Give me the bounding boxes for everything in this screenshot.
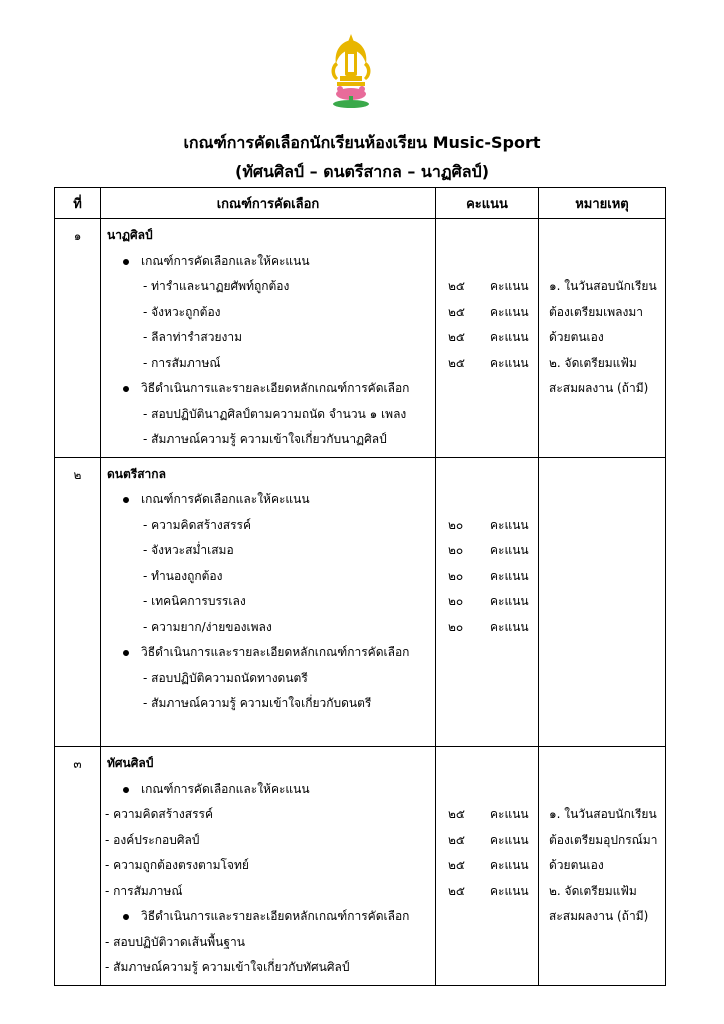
table-row xyxy=(55,747,666,986)
score-cell xyxy=(436,747,539,986)
row-number: ๓ xyxy=(55,747,101,986)
criteria-item: - ท่ารำและนาฏยศัพท์ถูกต้อง xyxy=(143,279,290,293)
score-entry: ๒๕ คะแนน xyxy=(448,304,529,319)
criteria-cell xyxy=(101,219,436,458)
remark-line: ด้วยตนเอง xyxy=(549,330,604,344)
remark-line: ๒. จัดเตรียมแฟ้ม xyxy=(549,883,637,898)
criteria-item: - องค์ประกอบศิลป์ xyxy=(105,832,200,847)
criteria-item: - ลีลาท่ารำสวยงาม xyxy=(143,330,243,344)
detail-item: - สอบปฏิบัติความถนัดทางดนตรี xyxy=(143,670,308,685)
criteria-cell xyxy=(101,747,436,986)
score-entry: ๒๕ คะแนน xyxy=(448,279,529,293)
detail-item: - สอบปฏิบัตินาฏศิลป์ตามความถนัด จำนวน ๑ เพลง xyxy=(143,406,407,421)
score-entry: ๒๕ คะแนน xyxy=(448,807,529,821)
remark-line: สะสมผลงาน (ถ้ามี) xyxy=(549,909,649,923)
criteria-table xyxy=(54,187,666,986)
bullet-item: วิธีดำเนินการและรายละเอียดหลักเกณฑ์การคัดเลือก xyxy=(101,904,435,930)
criteria-item: - ความถูกต้องตรงตามโจทย์ xyxy=(105,858,249,872)
column-header-score: คะแนน xyxy=(436,188,539,219)
remarks-cell xyxy=(539,219,666,458)
school-emblem-logo xyxy=(326,32,376,112)
detail-item: - สอบปฏิบัติวาดเส้นพื้นฐาน xyxy=(105,934,245,949)
criteria-item: - การสัมภาษณ์ xyxy=(143,355,221,370)
criteria-item: - การสัมภาษณ์ xyxy=(105,883,183,898)
score-entry: ๒๐ คะแนน xyxy=(448,568,529,583)
table-row xyxy=(55,219,666,458)
score-entry: ๒๕ คะแนน xyxy=(448,355,529,370)
score-entry: ๒๕ คะแนน xyxy=(448,330,529,344)
criteria-item: - จังหวะสม่ำเสมอ xyxy=(143,543,234,557)
criteria-item: - ความยาก/ง่ายของเพลง xyxy=(143,619,272,634)
score-entry: ๒๐ คะแนน xyxy=(448,594,529,608)
score-entry: ๒๐ คะแนน xyxy=(448,543,529,557)
section-title: ดนตรีสากล xyxy=(107,466,166,481)
document-subtitle: (ทัศนศิลป์ – ดนตรีสากล – นาฏศิลป์) xyxy=(235,162,489,181)
table-header-row xyxy=(55,188,666,219)
remark-line: ต้องเตรียมเพลงมา xyxy=(549,304,644,319)
remark-line: ด้วยตนเอง xyxy=(549,858,604,872)
remark-line: สะสมผลงาน (ถ้ามี) xyxy=(549,381,649,395)
detail-item: - สัมภาษณ์ความรู้ ความเข้าใจเกี่ยวกับดนตรี xyxy=(143,696,372,710)
section-title: นาฏศิลป์ xyxy=(107,228,153,242)
column-header-number: ที่ xyxy=(55,188,101,219)
remarks-cell xyxy=(539,747,666,986)
bullet-item: วิธีดำเนินการและรายละเอียดหลักเกณฑ์การคัดเลือก xyxy=(101,376,435,402)
criteria-item: - เทคนิคการบรรเลง xyxy=(143,594,246,608)
criteria-item: - จังหวะถูกต้อง xyxy=(143,304,221,319)
row-number: ๑ xyxy=(55,219,101,458)
bullet-item: เกณฑ์การคัดเลือกและให้คะแนน xyxy=(101,249,435,275)
bullet-item: เกณฑ์การคัดเลือกและให้คะแนน xyxy=(101,487,435,513)
remarks-cell xyxy=(539,457,666,747)
criteria-cell xyxy=(101,457,436,747)
section-title: ทัศนศิลป์ xyxy=(107,756,154,770)
remark-line: ๒. จัดเตรียมแฟ้ม xyxy=(549,355,637,370)
column-header-remarks: หมายเหตุ xyxy=(539,188,666,219)
criteria-item: - ทำนองถูกต้อง xyxy=(143,568,223,583)
score-entry: ๒๕ คะแนน xyxy=(448,832,529,847)
remark-line: ๑. ในวันสอบนักเรียน xyxy=(549,807,657,821)
detail-item: - สัมภาษณ์ความรู้ ความเข้าใจเกี่ยวกับทัศนศิลป์ xyxy=(105,960,350,974)
remark-line: ต้องเตรียมอุปกรณ์มา xyxy=(549,832,658,847)
score-entry: ๒๐ คะแนน xyxy=(448,619,529,634)
score-entry: ๒๕ คะแนน xyxy=(448,883,529,898)
bullet-item: เกณฑ์การคัดเลือกและให้คะแนน xyxy=(101,777,435,803)
detail-item: - สัมภาษณ์ความรู้ ความเข้าใจเกี่ยวกับนาฏศิลป์ xyxy=(143,432,387,446)
score-cell xyxy=(436,457,539,747)
bullet-item: วิธีดำเนินการและรายละเอียดหลักเกณฑ์การคัดเลือก xyxy=(101,640,435,666)
criteria-item: - ความคิดสร้างสรรค์ xyxy=(143,517,251,532)
document-title: เกณฑ์การคัดเลือกนักเรียนห้องเรียน Music-Sport xyxy=(183,133,541,152)
table-row xyxy=(55,457,666,747)
score-cell xyxy=(436,219,539,458)
score-entry: ๒๕ คะแนน xyxy=(448,858,529,872)
score-entry: ๒๐ คะแนน xyxy=(448,517,529,532)
criteria-item: - ความคิดสร้างสรรค์ xyxy=(105,807,213,821)
column-header-criteria: เกณฑ์การคัดเลือก xyxy=(101,188,436,219)
row-number: ๒ xyxy=(55,457,101,747)
remark-line: ๑. ในวันสอบนักเรียน xyxy=(549,279,657,293)
